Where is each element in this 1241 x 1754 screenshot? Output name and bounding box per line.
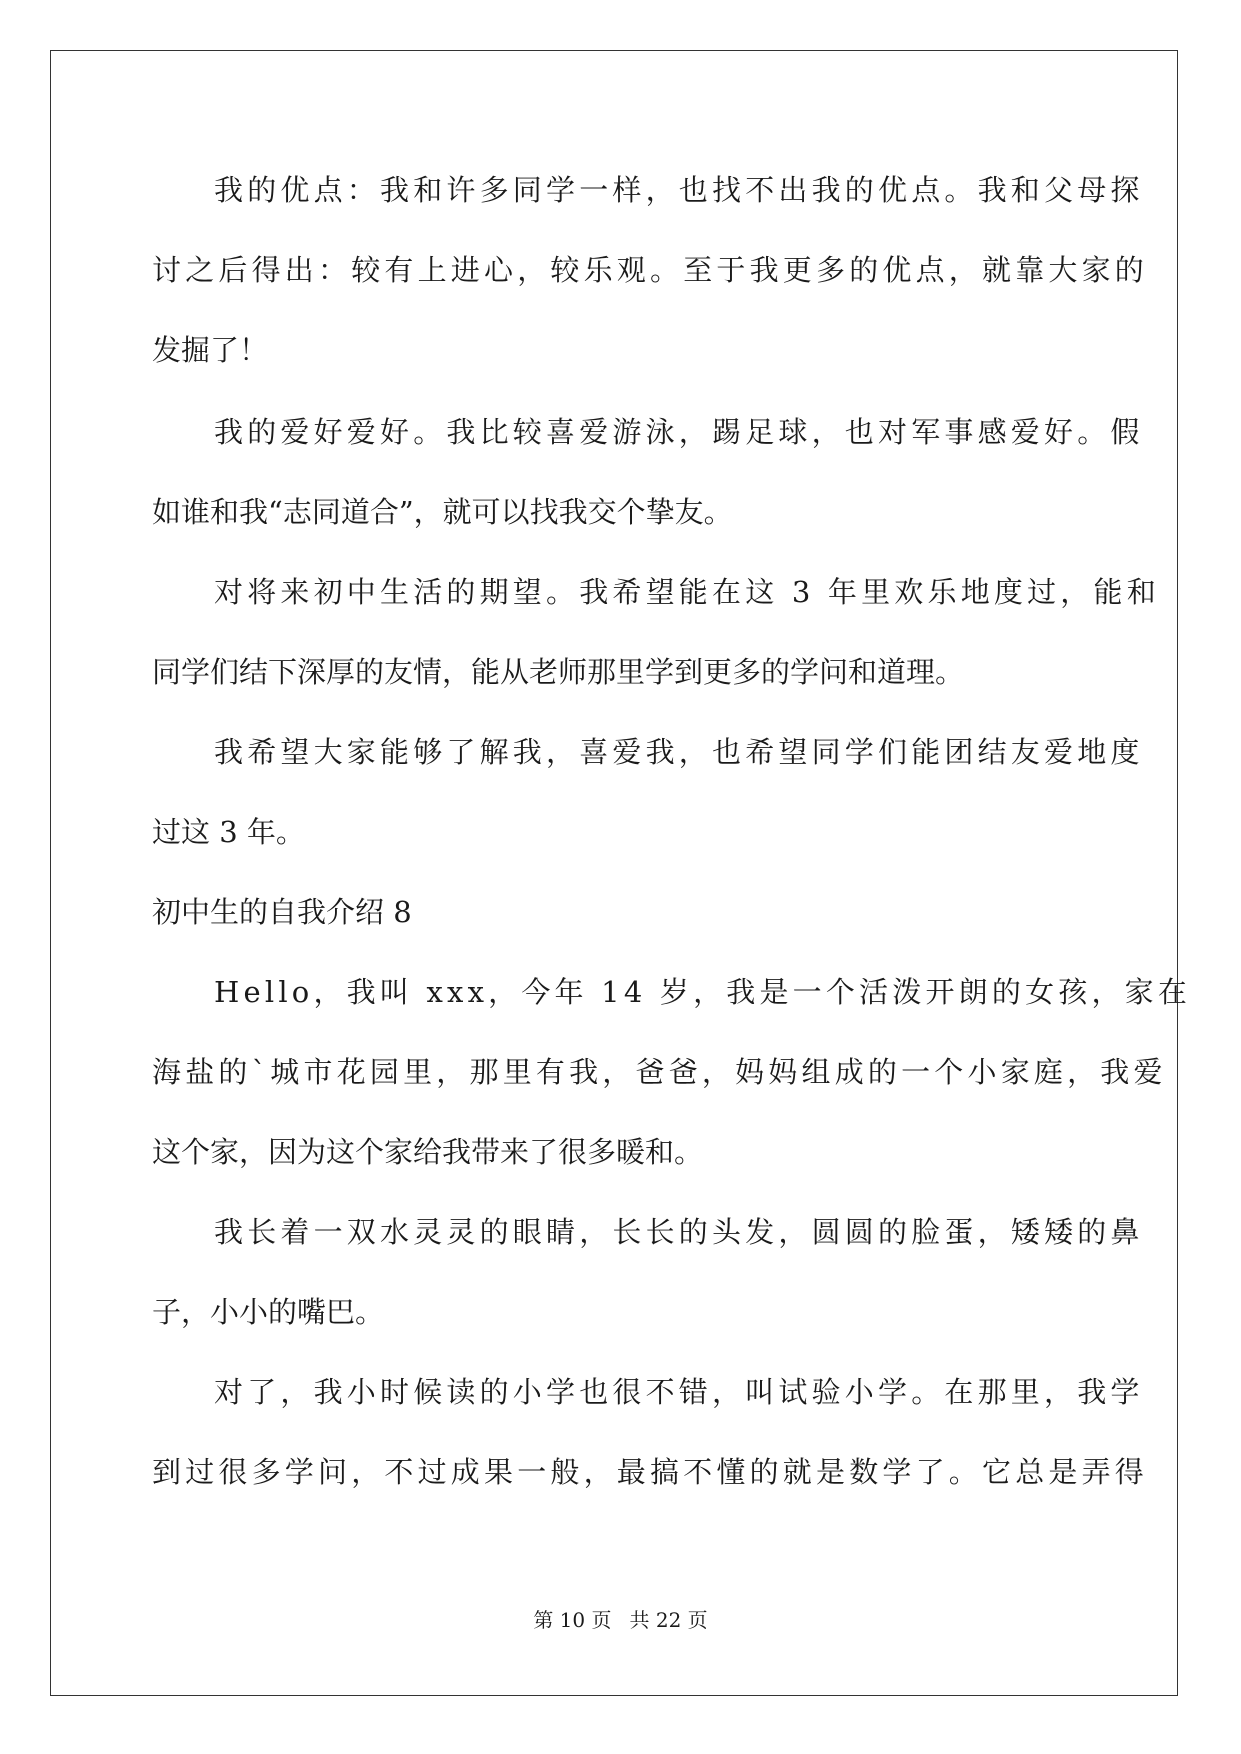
page-footer xyxy=(0,1607,1241,1633)
section-heading: 初中生的自我介绍 8 xyxy=(152,895,412,929)
paragraph-line: 我希望大家能够了解我，喜爱我，也希望同学们能团结友爱地度 xyxy=(214,735,1144,769)
page-number: 第 10 页 xyxy=(533,1608,612,1632)
paragraph-line: 这个家，因为这个家给我带来了很多暖和。 xyxy=(152,1135,704,1169)
paragraph-line: 我的爱好爱好。我比较喜爱游泳，踢足球，也对军事感爱好。假 xyxy=(214,415,1144,449)
paragraph-line: 我的优点：我和许多同学一样，也找不出我的优点。我和父母探 xyxy=(214,173,1144,207)
paragraph-line: 发掘了！ xyxy=(152,333,269,367)
paragraph-line: 海盐的`城市花园里，那里有我，爸爸，妈妈组成的一个小家庭，我爱 xyxy=(152,1055,1167,1089)
paragraph-line: 对将来初中生活的期望。我希望能在这 3 年里欢乐地度过，能和 xyxy=(214,575,1160,609)
paragraph-line: 对了，我小时候读的小学也很不错，叫试验小学。在那里，我学 xyxy=(214,1375,1144,1409)
paragraph-line: 同学们结下深厚的友情，能从老师那里学到更多的学问和道理。 xyxy=(152,655,965,689)
paragraph-line: 如谁和我“志同道合”，就可以找我交个挚友。 xyxy=(152,495,733,529)
paragraph-line: 子，小小的嘴巴。 xyxy=(152,1295,385,1329)
page-total: 共 22 页 xyxy=(629,1608,708,1632)
paragraph-line: 讨之后得出：较有上进心，较乐观。至于我更多的优点，就靠大家的 xyxy=(152,253,1149,287)
paragraph-line: 我长着一双水灵灵的眼睛，长长的头发，圆圆的脸蛋，矮矮的鼻 xyxy=(214,1215,1144,1249)
paragraph-line: Hello，我叫 xxx，今年 14 岁，我是一个活泼开朗的女孩，家在 xyxy=(214,975,1192,1009)
page-border xyxy=(50,50,1178,1696)
paragraph-line: 到过很多学问，不过成果一般，最搞不懂的就是数学了。它总是弄得 xyxy=(152,1455,1149,1489)
paragraph-line: 过这 3 年。 xyxy=(152,815,305,849)
